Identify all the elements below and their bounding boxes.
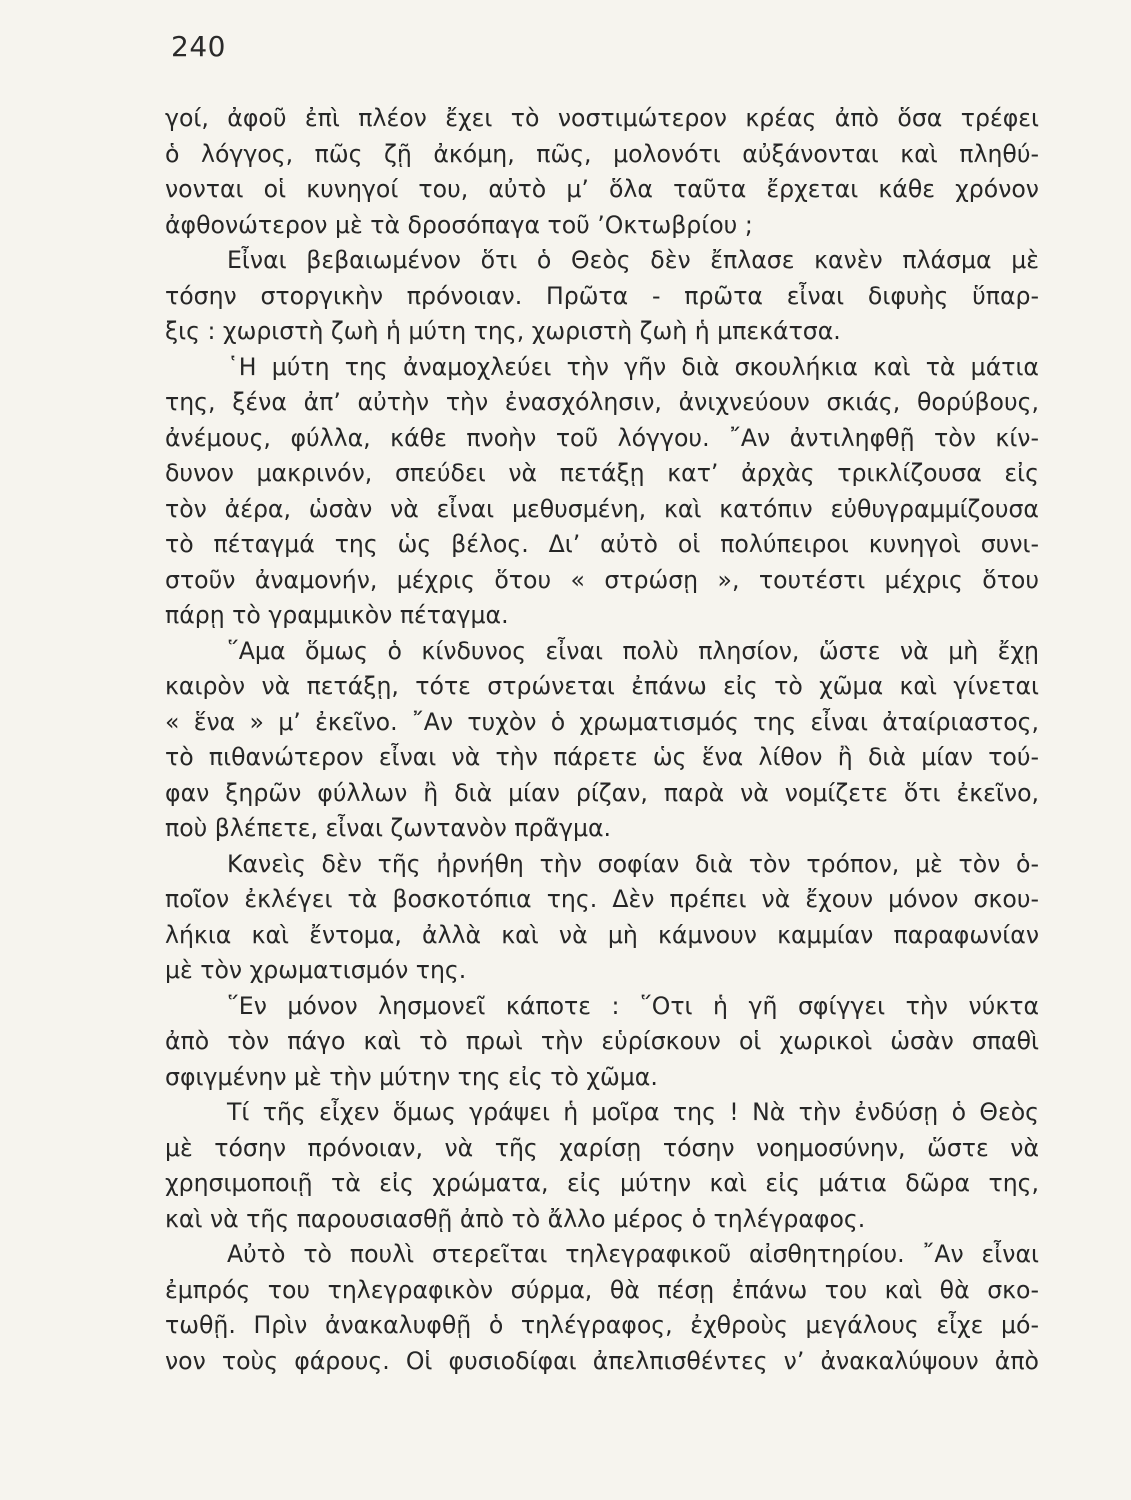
text-line: καιρὸν νὰ πετάξῃ, τότε στρώνεται ἐπάνω εἰς τὸ χῶμα καὶ γίνεται	[165, 672, 1039, 700]
text-line: ἐμπρός του τηλεγραφικὸν σύρμα, θὰ πέσῃ ἐπάνω του καὶ θὰ σκο-	[165, 1275, 1039, 1304]
text-line: γοί, ἀφοῦ ἐπὶ πλέον ἔχει τὸ νοστιμώτερον κρέας ἀπὸ ὅσα τρέφει	[165, 104, 1039, 132]
text-line: « ἕνα » μ’ ἐκεῖνο. ῎Αν τυχὸν ὁ χρωματισμός της εἶναι ἀταίριαστος,	[165, 707, 1039, 736]
text-line: ποῖον ἐκλέγει τὰ βοσκοτόπια της. Δὲν πρέπει νὰ ἔχουν μόνον σκου-	[165, 885, 1039, 913]
text-line: τὸ πέταγμά της ὡς βέλος. Δι’ αὐτὸ οἱ πολύπειροι κυνηγοὶ συνι-	[165, 530, 1039, 558]
text-line: ῞Εν μόνον λησμονεῖ κάποτε : ῞Οτι ἡ γῆ σφίγγει τὴν νύκτα	[227, 991, 1039, 1020]
text-line: πάρῃ τὸ γραμμικὸν πέταγμα.	[165, 601, 509, 629]
text-line: τωθῇ. Πρὶν ἀνακαλυφθῇ ὁ τηλέγραφος, ἐχθροὺς μεγάλους εἶχε μό-	[165, 1311, 1039, 1339]
text-line: στοῦν ἀναμονήν, μέχρις ὅτου « στρώσῃ », τουτέστι μέχρις ὅτου	[165, 565, 1039, 594]
text-line: ἀνέμους, φύλλα, κάθε πνοὴν τοῦ λόγγου. ῎Αν ἀντιληφθῇ τὸν κίν-	[165, 423, 1039, 452]
text-line: ποὺ βλέπετε, εἶναι ζωντανὸν πρᾶγμα.	[165, 814, 612, 842]
text-line: τόσην στοργικὴν πρόνοιαν. Πρῶτα - πρῶτα εἶναι διφυὴς ὕπαρ-	[165, 281, 1039, 310]
text-line: καὶ νὰ τῆς παρουσιασθῇ ἀπὸ τὸ ἄλλο μέρος ὁ τηλέγραφος.	[165, 1204, 866, 1233]
text-line: μὲ τόσην πρόνοιαν, νὰ τῆς χαρίσῃ τόσην νοημοσύνην, ὥστε νὰ	[165, 1133, 1039, 1162]
text-line: τὸν ἀέρα, ὡσὰν νὰ εἶναι μεθυσμένη, καὶ κατόπιν εὐθυγραμμίζουσα	[165, 494, 1039, 523]
text-line: ῾Η μύτη της ἀναμοχλεύει τὴν γῆν διὰ σκουλήκια καὶ τὰ μάτια	[227, 352, 1039, 381]
text-line: μὲ τὸν χρωματισμόν της.	[165, 956, 467, 984]
text-line: Αὐτὸ τὸ πουλὶ στερεῖται τηλεγραφικοῦ αἰσθητηρίου. ῎Αν εἶναι	[227, 1240, 1039, 1268]
text-line: Εἶναι βεβαιωμένον ὅτι ὁ Θεὸς δὲν ἔπλασε κανὲν πλάσμα μὲ	[227, 246, 1039, 274]
text-line: νον τοὺς φάρους. Οἱ φυσιοδίφαι ἀπελπισθέντες ν’ ἀνακαλύψουν ἀπὸ	[165, 1346, 1039, 1375]
page-number: 240	[171, 30, 226, 63]
text-line: τὸ πιθανώτερον εἶναι νὰ τὴν πάρετε ὡς ἕνα λίθον ἢ διὰ μίαν τού-	[165, 743, 1039, 771]
text-line: ἀπὸ τὸν πάγο καὶ τὸ πρωὶ τὴν εὑρίσκουν οἱ χωρικοὶ ὡσὰν σπαθὶ	[165, 1027, 1039, 1055]
text-line: της, ξένα ἀπ’ αὐτὴν τὴν ἐνασχόλησιν, ἀνιχνεύουν σκιάς, θορύβους,	[165, 388, 1039, 416]
text-line: Τί τῆς εἶχεν ὅμως γράψει ἡ μοῖρα της ! Νὰ τὴν ἐνδύσῃ ὁ Θεὸς	[227, 1098, 1039, 1126]
text-line: ξις : χωριστὴ ζωὴ ἡ μύτη της, χωριστὴ ζωὴ ἡ μπεκάτσα.	[165, 317, 841, 345]
text-line: ἀφθονώτερον μὲ τὰ δροσόπαγα τοῦ ’Οκτωβρίου ;	[165, 210, 753, 239]
body-text	[165, 101, 1039, 1379]
text-line: δυνον μακρινόν, σπεύδει νὰ πετάξῃ κατ’ ἀρχὰς τρικλίζουσα εἰς	[165, 459, 1039, 487]
text-line: Κανεὶς δὲν τῆς ἠρνήθη τὴν σοφίαν διὰ τὸν τρόπον, μὲ τὸν ὁ-	[227, 849, 1039, 878]
text-line: ὁ λόγγος, πῶς ζῇ ἀκόμη, πῶς, μολονότι αὐξάνονται καὶ πληθύ-	[165, 139, 1039, 168]
text-line: φαν ξηρῶν φύλλων ἢ διὰ μίαν ρίζαν, παρὰ νὰ νομίζετε ὅτι ἐκεῖνο,	[165, 778, 1039, 807]
text-line: νονται οἱ κυνηγοί του, αὐτὸ μ’ ὅλα ταῦτα ἔρχεται κάθε χρόνον	[165, 175, 1039, 203]
text-line: λήκια καὶ ἔντομα, ἀλλὰ καὶ νὰ μὴ κάμνουν καμμίαν παραφωνίαν	[165, 920, 1039, 949]
text-line: χρησιμοποιῇ τὰ εἰς χρώματα, εἰς μύτην καὶ εἰς μάτια δῶρα της,	[165, 1169, 1039, 1197]
text-line: σφιγμένην μὲ τὴν μύτην της εἰς τὸ χῶμα.	[165, 1062, 658, 1091]
text-line: ῞Αμα ὅμως ὁ κίνδυνος εἶναι πολὺ πλησίον, ὥστε νὰ μὴ ἔχῃ	[227, 636, 1039, 665]
